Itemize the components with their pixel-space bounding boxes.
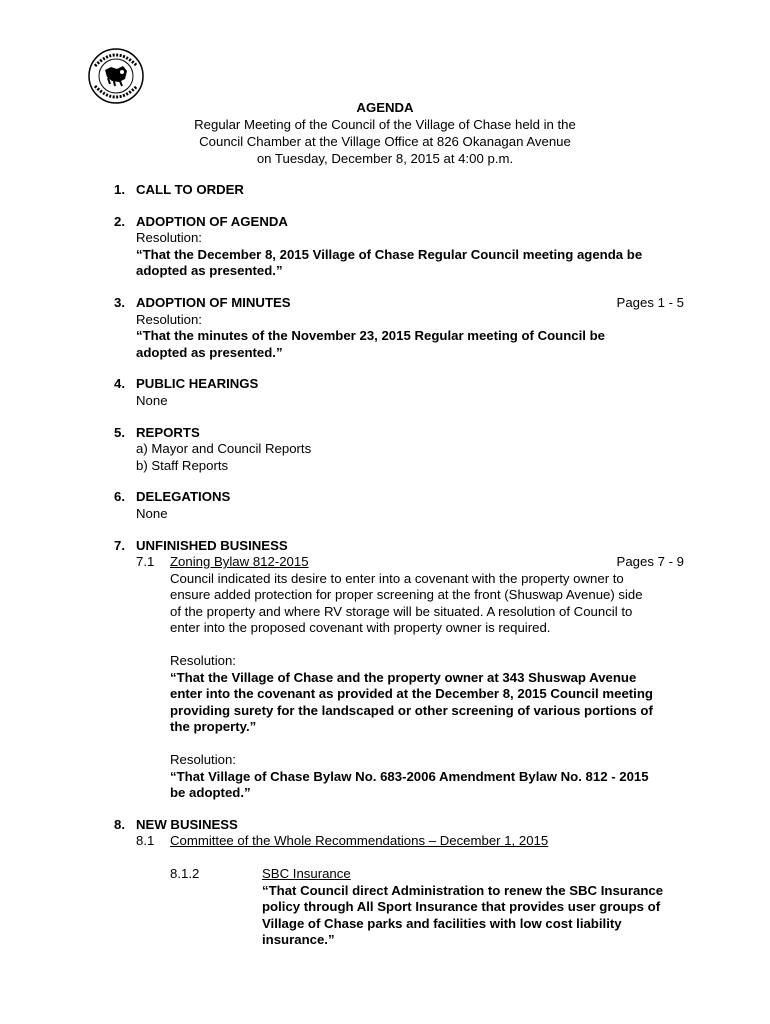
resolution-label: Resolution:: [136, 230, 202, 246]
item-number: 6.: [114, 489, 125, 505]
sub-item-committee-recommendations: [136, 833, 684, 850]
resolution-text: the property.”: [170, 719, 257, 735]
resolution-text: “That the minutes of the November 23, 2015 Regular meeting of Council be: [136, 328, 605, 344]
resolution-text: adopted as presented.”: [136, 344, 283, 360]
paragraph-line: Council indicated its desire to enter into a covenant with the property owner to: [170, 570, 624, 586]
resolution-text: “That the Village of Chase and the property owner at 343 Shuswap Avenue: [170, 669, 637, 685]
agenda-item-reports: [114, 425, 684, 475]
agenda-item-new-business: [114, 817, 684, 949]
sub-item-title: Zoning Bylaw 812-2015: [170, 554, 309, 570]
paragraph-line: enter into the proposed covenant with property owner is required.: [170, 620, 551, 636]
item-body: None: [136, 392, 168, 408]
agenda-item-adoption-of-minutes: [114, 295, 684, 361]
item-body: None: [136, 505, 168, 521]
sub-sub-item-title-row: [262, 866, 684, 883]
sub-item-zoning-bylaw: [136, 554, 684, 802]
item-title: DELEGATIONS: [136, 489, 231, 505]
resolution-text: “That the December 8, 2015 Village of Chase Regular Council meeting agenda be: [136, 246, 643, 262]
header-line-3: on Tuesday, December 8, 2015 at 4:00 p.m.: [256, 151, 514, 166]
item-number: 3.: [114, 294, 125, 310]
sub-item-number: 7.1: [136, 554, 155, 570]
item-number: 1.: [114, 182, 125, 197]
resolution-text: Village of Chase parks and facilities with low cost liability: [262, 915, 622, 931]
report-item: a) Mayor and Council Reports: [136, 441, 312, 457]
sub-item-title-row: [170, 833, 684, 850]
item-number: 2.: [114, 213, 125, 229]
sub-item-number: 8.1: [136, 833, 155, 849]
agenda-item-call-to-order: [114, 182, 684, 199]
agenda-header: [150, 99, 620, 167]
page-reference: Pages 7 - 9: [616, 554, 684, 570]
item-number: 5.: [114, 424, 125, 440]
resolution-label: Resolution:: [170, 653, 236, 669]
agenda-item-adoption-of-agenda: [114, 214, 684, 280]
agenda-items: [114, 182, 684, 964]
report-item: b) Staff Reports: [136, 457, 229, 473]
resolution-label: Resolution:: [136, 311, 202, 327]
item-title: NEW BUSINESS: [136, 816, 238, 832]
header-line-1: Regular Meeting of the Council of the Village of Chase held in the: [194, 117, 576, 132]
paragraph-line: of the property and where RV storage will be situated. A resolution of Council to: [170, 603, 633, 619]
resolution-text: be adopted.”: [170, 785, 251, 801]
resolution-text: “That Council direct Administration to renew the SBC Insurance: [262, 882, 664, 898]
paragraph-line: ensure added protection for proper screening at the front (Shuswap Avenue) side: [170, 587, 643, 603]
sub-sub-item-number: 8.1.2: [170, 866, 200, 881]
sub-sub-item-title: SBC Insurance: [262, 866, 351, 881]
resolution-text: adopted as presented.”: [136, 263, 283, 279]
item-number: 8.: [114, 816, 125, 832]
agenda-item-unfinished-business: [114, 538, 684, 802]
item-title: REPORTS: [136, 424, 200, 440]
agenda-item-delegations: [114, 489, 684, 522]
agenda-title: AGENDA: [356, 100, 414, 115]
resolution-label: Resolution:: [170, 752, 236, 768]
village-seal-logo: [86, 46, 146, 106]
header-line-2: Council Chamber at the Village Office at 826 Okanagan Avenue: [199, 134, 571, 149]
resolution-text: enter into the covenant as provided at the December 8, 2015 Council meeting: [170, 686, 653, 702]
item-title: ADOPTION OF MINUTES: [136, 294, 291, 310]
resolution-text: providing surety for the landscaped or other screening of various portions of: [170, 702, 653, 718]
agenda-item-public-hearings: [114, 376, 684, 409]
resolution-text: insurance.”: [262, 932, 335, 948]
item-title: UNFINISHED BUSINESS: [136, 537, 288, 553]
item-title: ADOPTION OF AGENDA: [136, 213, 288, 229]
sub-sub-item-sbc-insurance: [170, 866, 684, 949]
page-reference: Pages 1 - 5: [616, 294, 684, 310]
sub-item-title-row: [170, 554, 684, 571]
resolution-text: “That Village of Chase Bylaw No. 683-2006 Amendment Bylaw No. 812 - 2015: [170, 768, 649, 784]
sub-item-title: Committee of the Whole Recommendations – December 1, 2015: [170, 833, 549, 849]
item-number: 7.: [114, 537, 125, 553]
item-title: CALL TO ORDER: [136, 182, 244, 197]
item-number: 4.: [114, 376, 125, 392]
resolution-text: policy through All Sport Insurance that provides user groups of: [262, 899, 661, 915]
item-title: PUBLIC HEARINGS: [136, 376, 259, 392]
